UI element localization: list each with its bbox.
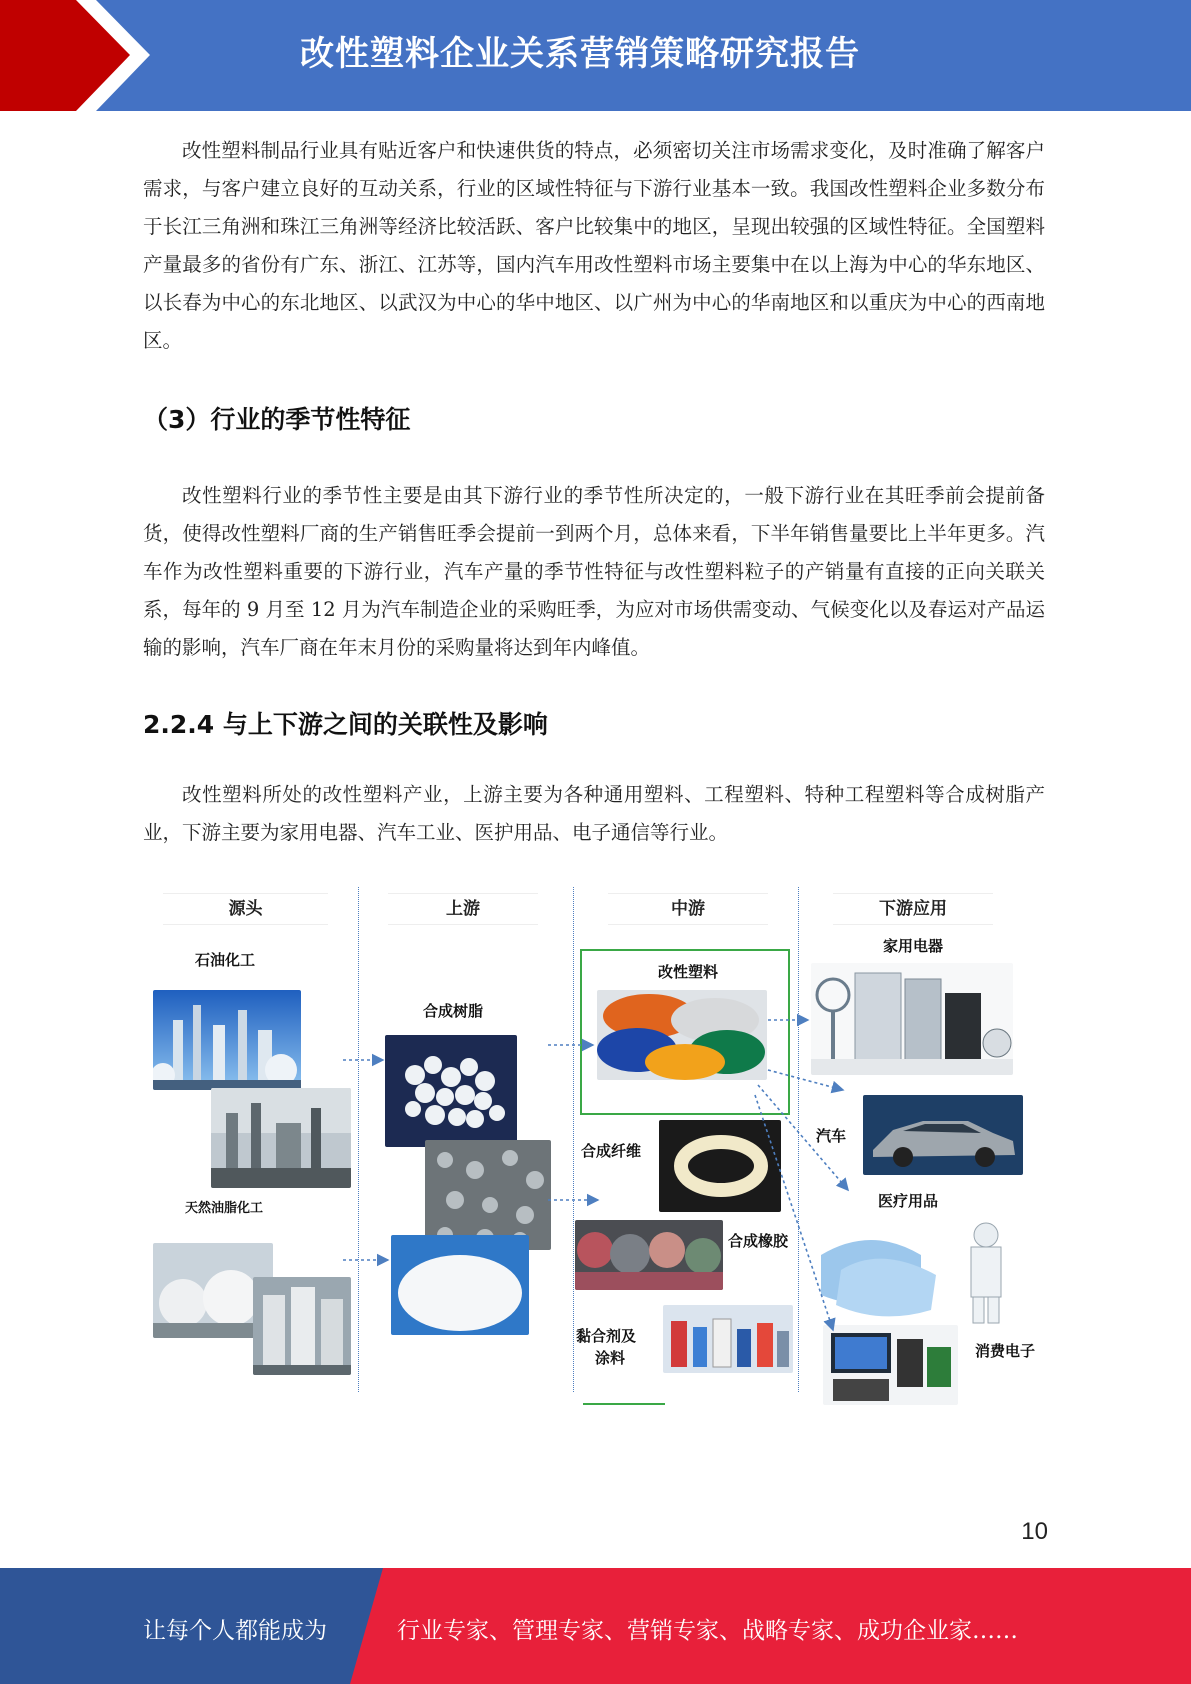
column-header-midstream: 中游: [608, 893, 768, 925]
label-synthetic-fiber: 合成纤维: [581, 1142, 642, 1160]
label-medical-supplies: 医疗用品: [878, 1192, 939, 1210]
section-heading-seasonal: （3）行业的季节性特征: [143, 405, 411, 434]
section-heading-upstream-downstream: 2.2.4 与上下游之间的关联性及影响: [143, 710, 548, 739]
page-number: 10: [1021, 1518, 1048, 1545]
paragraph-regional: 改性塑料制品行业具有贴近客户和快速供货的特点，必须密切关注市场需求变化，及时准确了解客户需求，与客户建立良好的互动关系，行业的区域性特征与下游行业基本一致。我国改性塑料企业多数分布于长江三角洲和珠江三角洲等经济比较活跃、客户比较集中的地区，呈现出较强的区域性特征。全国塑料产量最多的省份有广东、浙江、江苏等，国内汽车用改性塑料市场主要集中在以上海为中心的华东地区、以长春为中心的东北地区、以武汉为中心的华中地区、以广州为中心的华南地区和以重庆为中心的西南地区。: [143, 139, 1045, 352]
paragraph-seasonal: 改性塑料行业的季节性主要是由其下游行业的季节性所决定的，一般下游行业在其旺季前会提前备货，使得改性塑料厂商的生产销售旺季会提前一到两个月，总体来看，下半年销售量要比上半年更多。汽车作为改性塑料重要的下游行业，汽车产量的季节性特征与改性塑料粒子的产销量有直接的正向关联关系，每年的 9 月至 12 月为汽车制造企业的采购旺季，为应对市场供需变动、气候变化以及春运对产品运输的影响，汽车厂商在年末月份的采购量将达到年内峰值。: [143, 484, 1045, 659]
paragraph-industry-chain: 改性塑料所处的改性塑料产业，上游主要为各种通用塑料、工程塑料、特种工程塑料等合成树脂产业，下游主要为家用电器、汽车工业、医护用品、电子通信等行业。: [143, 783, 1045, 844]
label-adhesive-line1: 黏合剂及: [576, 1327, 637, 1345]
label-home-appliances: 家用电器: [883, 937, 944, 955]
column-header-upstream: 上游: [388, 893, 538, 925]
label-automobile: 汽车: [816, 1127, 847, 1145]
footer-slogan-right: 行业专家、管理专家、营销专家、战略专家、成功企业家……: [397, 1618, 1018, 1644]
page-footer: [0, 1568, 1191, 1684]
industry-chain-diagram: [143, 885, 1053, 1410]
page-header: [0, 0, 1191, 111]
footer-slogan-left: 让每个人都能成为: [143, 1618, 327, 1644]
label-adhesive-line2: 涂料: [595, 1349, 626, 1367]
label-modified-plastics: 改性塑料: [658, 963, 719, 981]
label-petrochemical: 石油化工: [195, 951, 256, 969]
flow-arrows: [143, 885, 1053, 1410]
column-header-downstream: 下游应用: [833, 893, 993, 925]
label-natural-oil-chemical: 天然油脂化工: [185, 1201, 264, 1216]
column-header-source: 源头: [163, 893, 328, 925]
label-synthetic-resin: 合成树脂: [423, 1002, 484, 1020]
label-consumer-electronics: 消费电子: [975, 1342, 1036, 1360]
report-title: 改性塑料企业关系营销策略研究报告: [300, 34, 860, 74]
label-synthetic-rubber: 合成橡胶: [728, 1232, 789, 1250]
